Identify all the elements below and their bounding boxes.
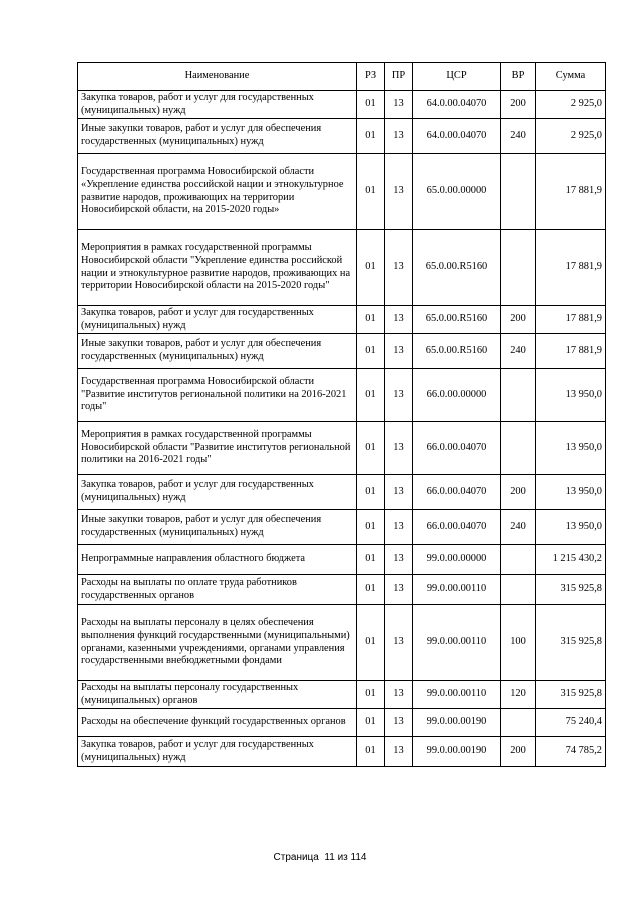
cell-csr: 99.0.00.00110 <box>413 605 501 681</box>
cell-sum: 315 925,8 <box>536 575 606 605</box>
cell-rz: 01 <box>357 369 385 422</box>
cell-rz: 01 <box>357 91 385 119</box>
cell-name: Закупка товаров, работ и услуг для государственных (муниципальных) нужд <box>78 475 357 510</box>
cell-vr: 200 <box>501 475 536 510</box>
cell-sum: 13 950,0 <box>536 510 606 545</box>
cell-vr <box>501 545 536 575</box>
cell-vr <box>501 369 536 422</box>
table-row <box>78 306 606 334</box>
cell-pr: 13 <box>385 306 413 334</box>
cell-csr: 65.0.00.R5160 <box>413 334 501 369</box>
cell-pr: 13 <box>385 709 413 737</box>
header-sum: Сумма <box>536 63 606 91</box>
table-row <box>78 230 606 306</box>
cell-pr: 13 <box>385 681 413 709</box>
cell-csr: 66.0.00.04070 <box>413 510 501 545</box>
of-label: из <box>337 852 348 863</box>
cell-sum: 13 950,0 <box>536 369 606 422</box>
cell-vr: 240 <box>501 510 536 545</box>
cell-name: Непрограммные направления областного бюджета <box>78 545 357 575</box>
table-row <box>78 737 606 767</box>
cell-rz: 01 <box>357 306 385 334</box>
table-row <box>78 369 606 422</box>
cell-rz: 01 <box>357 334 385 369</box>
budget-table <box>77 62 606 767</box>
cell-csr: 65.0.00.00000 <box>413 154 501 230</box>
cell-vr: 120 <box>501 681 536 709</box>
cell-rz: 01 <box>357 422 385 475</box>
cell-sum: 2 925,0 <box>536 91 606 119</box>
table-row <box>78 709 606 737</box>
cell-sum: 1 215 430,2 <box>536 545 606 575</box>
cell-sum: 315 925,8 <box>536 681 606 709</box>
cell-rz: 01 <box>357 605 385 681</box>
cell-rz: 01 <box>357 154 385 230</box>
page-label: Страница <box>273 852 319 863</box>
cell-pr: 13 <box>385 605 413 681</box>
table-header-row <box>78 63 606 91</box>
cell-sum: 17 881,9 <box>536 306 606 334</box>
table-row <box>78 545 606 575</box>
table-row <box>78 422 606 475</box>
table-row <box>78 475 606 510</box>
cell-vr <box>501 154 536 230</box>
cell-csr: 99.0.00.00190 <box>413 709 501 737</box>
cell-name: Закупка товаров, работ и услуг для государственных (муниципальных) нужд <box>78 306 357 334</box>
cell-rz: 01 <box>357 681 385 709</box>
cell-vr <box>501 575 536 605</box>
total-pages: 114 <box>350 852 367 863</box>
cell-name: Государственная программа Новосибирской области «Укрепление единства российской нации и этнокультурное развитие народов, проживающих на территории Новосибирской области, на 2015-2020 годы» <box>78 154 357 230</box>
cell-sum: 13 950,0 <box>536 422 606 475</box>
cell-csr: 66.0.00.00000 <box>413 369 501 422</box>
cell-vr: 240 <box>501 119 536 154</box>
cell-name: Закупка товаров, работ и услуг для государственных (муниципальных) нужд <box>78 91 357 119</box>
cell-vr: 100 <box>501 605 536 681</box>
table-row <box>78 510 606 545</box>
cell-sum: 2 925,0 <box>536 119 606 154</box>
cell-name: Расходы на выплаты по оплате труда работников государственных органов <box>78 575 357 605</box>
cell-name: Расходы на выплаты персоналу в целях обеспечения выполнения функций государственными (муниципальными) органами, казенными учреждениями, органами управления государственными внебюджетными фондами <box>78 605 357 681</box>
header-name: Наименование <box>78 63 357 91</box>
cell-sum: 315 925,8 <box>536 605 606 681</box>
cell-csr: 64.0.00.04070 <box>413 91 501 119</box>
cell-pr: 13 <box>385 575 413 605</box>
cell-pr: 13 <box>385 334 413 369</box>
cell-pr: 13 <box>385 91 413 119</box>
cell-name: Иные закупки товаров, работ и услуг для обеспечения государственных (муниципальных) нужд <box>78 510 357 545</box>
cell-csr: 99.0.00.00110 <box>413 681 501 709</box>
cell-vr: 240 <box>501 334 536 369</box>
cell-rz: 01 <box>357 545 385 575</box>
cell-name: Расходы на выплаты персоналу государственных (муниципальных) органов <box>78 681 357 709</box>
cell-csr: 66.0.00.04070 <box>413 422 501 475</box>
cell-csr: 64.0.00.04070 <box>413 119 501 154</box>
cell-pr: 13 <box>385 475 413 510</box>
cell-name: Мероприятия в рамках государственной программы Новосибирской области "Развитие институтов региональной политики на 2016-2021 годы" <box>78 422 357 475</box>
table-row <box>78 681 606 709</box>
cell-vr: 200 <box>501 91 536 119</box>
cell-rz: 01 <box>357 119 385 154</box>
cell-pr: 13 <box>385 545 413 575</box>
cell-sum: 75 240,4 <box>536 709 606 737</box>
cell-sum: 13 950,0 <box>536 475 606 510</box>
cell-csr: 66.0.00.04070 <box>413 475 501 510</box>
cell-csr: 99.0.00.00110 <box>413 575 501 605</box>
table-row <box>78 154 606 230</box>
cell-csr: 65.0.00.R5160 <box>413 306 501 334</box>
page-number: 11 <box>324 852 335 863</box>
cell-name: Иные закупки товаров, работ и услуг для обеспечения государственных (муниципальных) нужд <box>78 334 357 369</box>
cell-pr: 13 <box>385 119 413 154</box>
cell-vr: 200 <box>501 737 536 767</box>
cell-vr <box>501 422 536 475</box>
cell-name: Расходы на обеспечение функций государственных органов <box>78 709 357 737</box>
cell-pr: 13 <box>385 369 413 422</box>
cell-rz: 01 <box>357 709 385 737</box>
table-row <box>78 575 606 605</box>
header-pr: ПР <box>385 63 413 91</box>
table-body <box>78 91 606 767</box>
cell-vr <box>501 230 536 306</box>
cell-pr: 13 <box>385 737 413 767</box>
cell-csr: 99.0.00.00190 <box>413 737 501 767</box>
cell-sum: 17 881,9 <box>536 154 606 230</box>
cell-sum: 17 881,9 <box>536 230 606 306</box>
table-row <box>78 605 606 681</box>
header-rz: РЗ <box>357 63 385 91</box>
cell-rz: 01 <box>357 575 385 605</box>
cell-csr: 99.0.00.00000 <box>413 545 501 575</box>
cell-name: Государственная программа Новосибирской области "Развитие институтов региональной политики на 2016-2021 годы" <box>78 369 357 422</box>
cell-csr: 65.0.00.R5160 <box>413 230 501 306</box>
cell-name: Иные закупки товаров, работ и услуг для обеспечения государственных (муниципальных) нужд <box>78 119 357 154</box>
cell-name: Мероприятия в рамках государственной программы Новосибирской области "Укрепление единства российской нации и этнокультурное развитие народов, проживающих на территории Новосибирской области на 2015-2020 годы" <box>78 230 357 306</box>
header-csr: ЦСР <box>413 63 501 91</box>
cell-pr: 13 <box>385 422 413 475</box>
cell-sum: 74 785,2 <box>536 737 606 767</box>
cell-rz: 01 <box>357 510 385 545</box>
cell-vr <box>501 709 536 737</box>
cell-rz: 01 <box>357 475 385 510</box>
cell-rz: 01 <box>357 230 385 306</box>
table-row <box>78 334 606 369</box>
table-row <box>78 119 606 154</box>
cell-vr: 200 <box>501 306 536 334</box>
cell-pr: 13 <box>385 154 413 230</box>
table-row <box>78 91 606 119</box>
cell-name: Закупка товаров, работ и услуг для государственных (муниципальных) нужд <box>78 737 357 767</box>
cell-sum: 17 881,9 <box>536 334 606 369</box>
cell-pr: 13 <box>385 230 413 306</box>
page-footer <box>0 852 640 863</box>
cell-pr: 13 <box>385 510 413 545</box>
header-vr: ВР <box>501 63 536 91</box>
cell-rz: 01 <box>357 737 385 767</box>
